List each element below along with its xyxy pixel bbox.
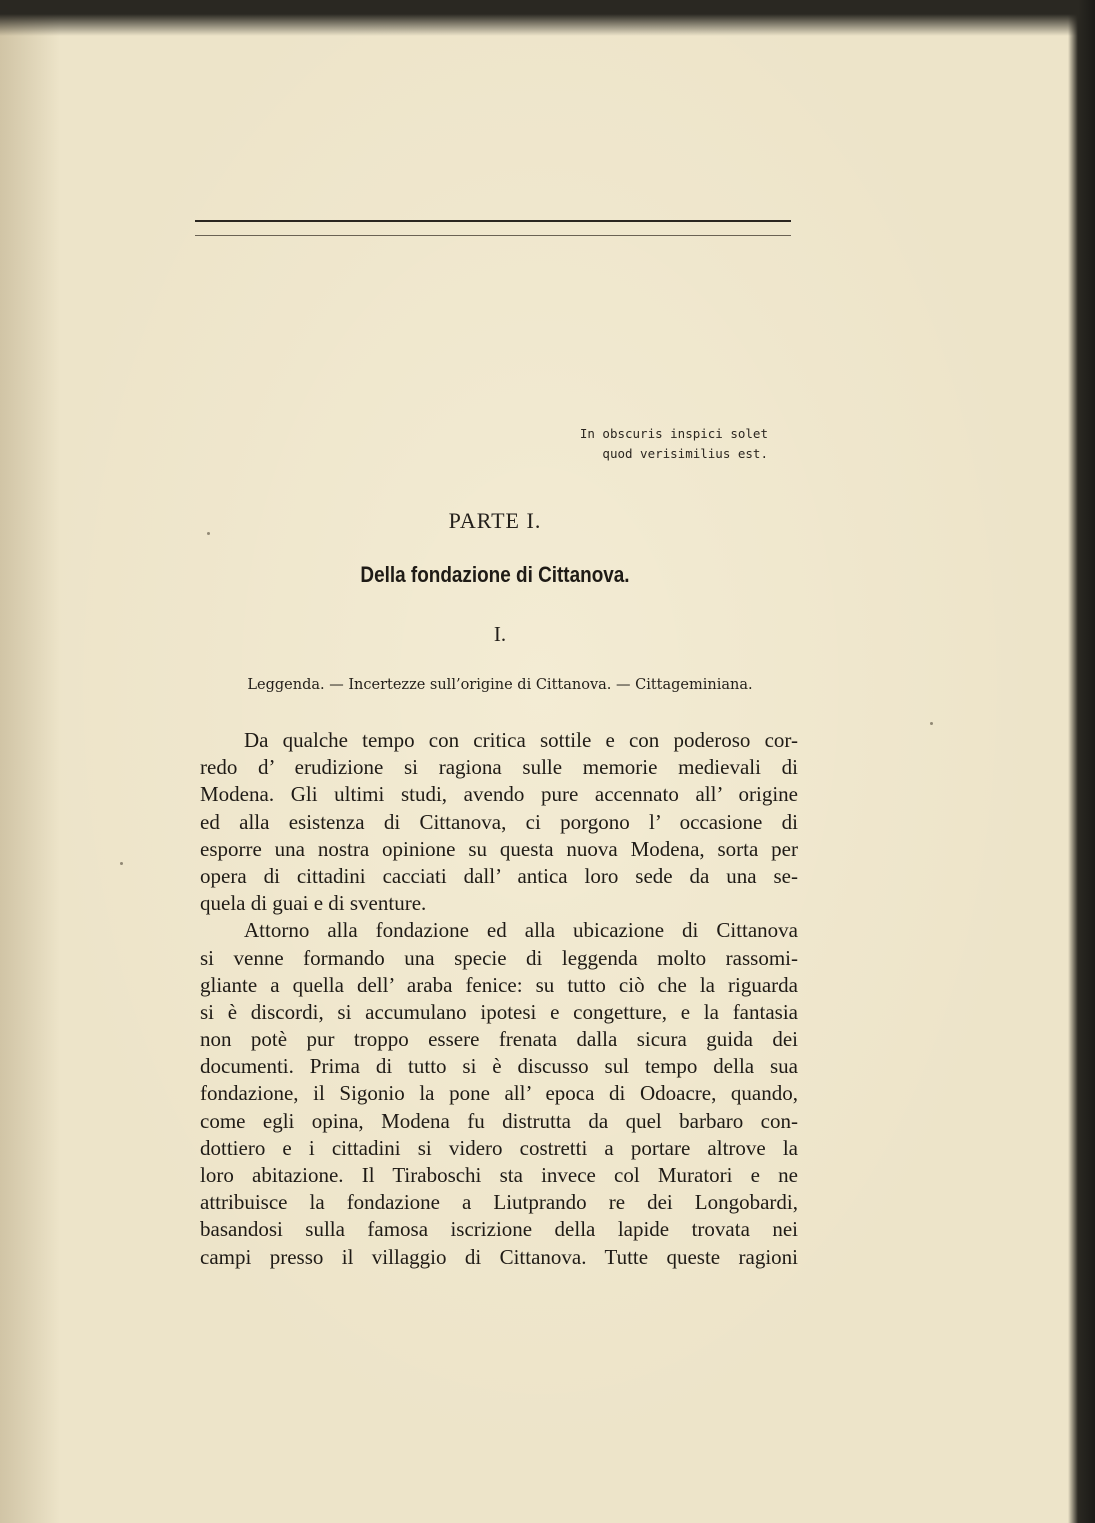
body-line: esporre una nostra opinione su questa nuova Modena, sorta per <box>200 836 798 861</box>
paper-speck <box>120 862 123 865</box>
section-number: I. <box>493 622 507 646</box>
body-line: gliante a quella dell’ araba fenice: su tutto ciò che la riguarda <box>200 972 798 997</box>
paper-speck <box>207 532 210 535</box>
body-line: documenti. Prima di tutto si è discusso sul tempo della sua <box>200 1054 798 1079</box>
body-line: loro abitazione. Il Tiraboschi sta invece col Muratori e ne <box>200 1163 798 1187</box>
paper-speck <box>930 722 933 725</box>
body-line: attribuisce la fondazione a Liutprando re dei Longobardi, <box>200 1190 798 1215</box>
body-line: dottiero e i cittadini si videro costretti a portare altrove la <box>200 1135 798 1160</box>
header-rule-thick <box>195 220 791 222</box>
body-line: si è discordi, si accumulano ipotesi e congetture, e la fantasia <box>200 999 798 1024</box>
header-rule-thin <box>195 235 791 236</box>
body-line: quela di guai e di sventure. <box>200 891 427 916</box>
body-line: campi presso il villaggio di Cittanova. Tutte queste ragioni <box>200 1244 798 1269</box>
epigraph <box>480 424 768 464</box>
body-line: ed alla esistenza di Cittanova, ci porgono l’ occasione di <box>200 809 798 834</box>
body-text <box>200 727 798 1271</box>
body-line: fondazione, il Sigonio la pone all’ epoca di Odoacre, quando, <box>200 1081 798 1106</box>
body-line: opera di cittadini cacciati dall’ antica loro sede da una se- <box>200 863 798 888</box>
body-line: Attorno alla fondazione ed alla ubicazione di Cittanova <box>244 918 798 943</box>
body-line: redo d’ erudizione si ragiona sulle memorie medievali di <box>200 755 798 780</box>
body-line: non potè pur troppo essere frenata dalla sicura guida dei <box>200 1027 798 1052</box>
right-edge-shadow <box>1068 0 1095 1523</box>
body-line: come egli opina, Modena fu distrutta da quel barbaro con- <box>200 1108 798 1133</box>
body-line: Modena. Gli ultimi studi, avendo pure accennato all’ origine <box>200 782 798 807</box>
epigraph-line: quod verisimilius est. <box>602 446 768 461</box>
section-summary: Leggenda. — Incertezze sull’origine di Cittanova. — Cittageminiana. <box>247 677 753 693</box>
epigraph-line: In obscuris inspici solet <box>579 426 768 441</box>
chapter-title: Della fondazione di Cittanova. <box>360 562 630 587</box>
body-line: si venne formando una specie di leggenda molto rassomi- <box>200 945 798 970</box>
body-line: Da qualche tempo con critica sottile e con poderoso cor- <box>244 728 798 752</box>
body-line: basandosi sulla famosa iscrizione della lapide trovata nei <box>200 1217 798 1242</box>
page-gutter-shadow <box>0 0 60 1523</box>
top-edge-shadow <box>0 0 1080 36</box>
part-title: PARTE I. <box>448 508 542 533</box>
